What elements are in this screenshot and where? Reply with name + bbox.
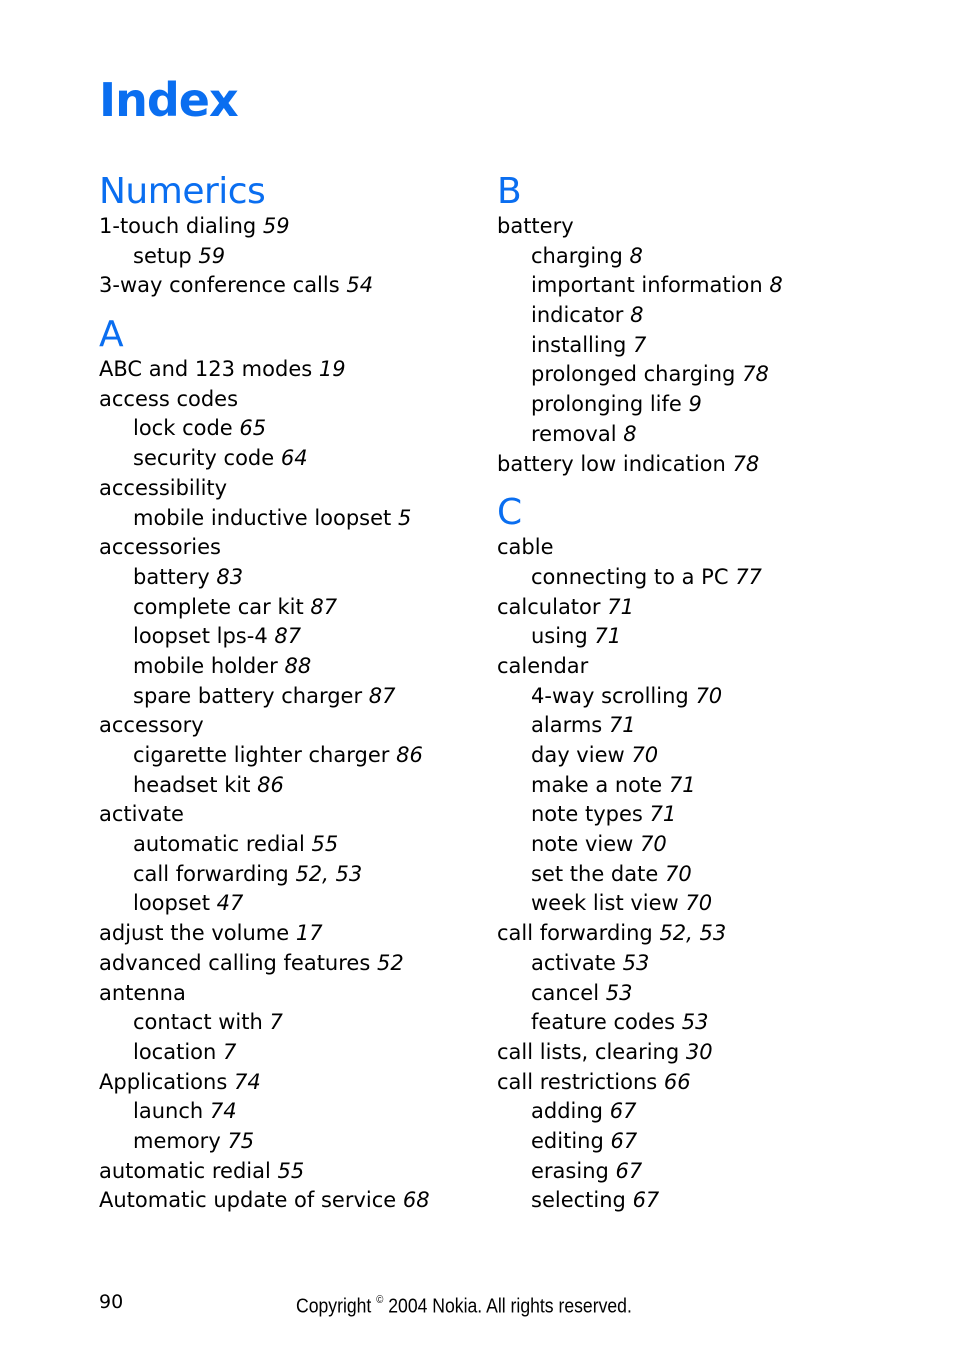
entry-term: ABC and 123 modes (99, 357, 313, 382)
index-subentry (99, 741, 479, 771)
entry-page-ref: 55 (311, 832, 339, 857)
entry-page-ref: 71 (594, 624, 622, 649)
entry-term: cigarette lighter charger (133, 743, 390, 767)
index-entry (497, 919, 927, 949)
entry-term: mobile inductive loopset (133, 505, 392, 530)
entry-page-ref: 71 (608, 713, 636, 738)
page-footer (99, 1288, 859, 1316)
entry-page-ref: 77 (735, 564, 762, 589)
index-entry (497, 1038, 927, 1068)
entry-page-ref: 87 (274, 624, 302, 649)
entry-term: memory (133, 1128, 221, 1153)
entry-term: accessories (99, 535, 221, 560)
index-subentry (497, 830, 927, 860)
index-subentry (497, 301, 927, 331)
index-subentry (497, 1157, 927, 1187)
index-subentry (497, 889, 927, 919)
copyright-symbol: © (376, 1294, 384, 1306)
entry-page-ref: 83 (216, 564, 244, 589)
entry-term: note view (531, 832, 634, 857)
entry-page-ref: 30 (685, 1039, 713, 1064)
index-entry (99, 271, 479, 301)
entry-term: activate (99, 802, 184, 827)
index-subentry (99, 860, 479, 890)
index-subentry (99, 414, 479, 444)
entry-term: installing (531, 332, 627, 357)
entry-page-ref: 8 (769, 273, 783, 298)
entry-page-ref: 75 (227, 1128, 255, 1153)
entry-page-ref: 71 (607, 594, 634, 619)
entry-term: cancel (531, 980, 600, 1005)
copyright-notice (296, 1288, 632, 1321)
index-entry (497, 212, 927, 242)
index-subentry (497, 1097, 927, 1127)
entry-term: location (133, 1039, 217, 1064)
entry-term: activate (531, 950, 616, 975)
entry-page-ref: 17 (295, 921, 323, 946)
index-subentry (497, 622, 927, 652)
index-entry (497, 533, 927, 563)
entry-page-ref: 70 (631, 743, 659, 767)
index-subentry (497, 741, 927, 771)
index-subentry (497, 331, 927, 361)
entry-page-ref: 67 (632, 1188, 660, 1213)
entry-page-ref: 5 (397, 505, 412, 530)
entry-page-ref: 64 (280, 446, 308, 471)
index-subentry (497, 271, 927, 301)
entry-page-ref: 74 (209, 1099, 237, 1124)
entry-term: editing (531, 1128, 604, 1153)
entry-term: feature codes (531, 1010, 676, 1035)
entry-term: antenna (99, 980, 186, 1005)
index-entry (99, 385, 479, 415)
index-subentry (497, 979, 927, 1009)
entry-term: contact with (133, 1010, 263, 1035)
index-subentry (99, 444, 479, 474)
entry-term: lock code (133, 416, 233, 441)
index-entry (99, 979, 479, 1009)
entry-page-ref: 59 (262, 214, 290, 238)
index-entry (497, 593, 927, 623)
entry-page-ref: 67 (610, 1128, 638, 1153)
section-entries (497, 533, 927, 1216)
entry-term: 1-touch dialing (99, 214, 257, 238)
entry-term: 3-way conference calls (99, 273, 340, 298)
entry-term: prolonging life (531, 392, 682, 417)
index-subentry (99, 563, 479, 593)
index-subentry (99, 242, 479, 272)
entry-term: selecting (531, 1188, 626, 1213)
index-subentry (99, 1038, 479, 1068)
copyright-label: Copyright (296, 1295, 372, 1318)
entry-page-ref: 65 (239, 416, 267, 441)
section-entries (497, 212, 927, 479)
index-entry (497, 1068, 927, 1098)
entry-page-ref: 71 (649, 802, 677, 827)
index-subentry (99, 682, 479, 712)
entry-page-ref: 66 (663, 1069, 691, 1094)
index-entry (99, 800, 479, 830)
entry-term: adding (531, 1099, 604, 1124)
index-subentry (99, 1008, 479, 1038)
index-subentry (497, 860, 927, 890)
index-subentry (99, 622, 479, 652)
entry-page-ref: 53 (622, 950, 650, 975)
entry-term: week list view (531, 891, 679, 916)
entry-term: call forwarding (497, 921, 653, 946)
entry-page-ref: 52, 53 (295, 861, 363, 886)
index-entry (99, 711, 479, 741)
index-subentry (497, 242, 927, 272)
entry-term: set the date (531, 861, 659, 886)
entry-page-ref: 70 (640, 832, 667, 857)
entry-term: call lists, clearing (497, 1039, 680, 1064)
entry-term: battery low indication (497, 451, 726, 476)
entry-term: note types (531, 802, 643, 827)
index-entry (99, 474, 479, 504)
entry-page-ref: 74 (233, 1069, 261, 1094)
entry-term: setup (133, 243, 192, 268)
index-subentry (99, 830, 479, 860)
index-subentry (99, 593, 479, 623)
entry-term: erasing (531, 1158, 609, 1183)
entry-page-ref: 88 (284, 653, 312, 678)
index-subentry (497, 771, 927, 801)
index-subentry (99, 504, 479, 534)
entry-page-ref: 68 (402, 1188, 430, 1213)
entry-term: spare battery charger (133, 683, 363, 708)
index-subentry (497, 420, 927, 450)
index-subentry (497, 360, 927, 390)
index-column-left (99, 172, 479, 1230)
index-subentry (497, 1127, 927, 1157)
index-subentry (497, 800, 927, 830)
entry-page-ref: 87 (310, 594, 338, 619)
index-subentry (497, 1008, 927, 1038)
entry-term: automatic redial (133, 832, 305, 857)
index-subentry (99, 652, 479, 682)
entry-page-ref: 67 (609, 1099, 637, 1124)
index-subentry (497, 563, 927, 593)
entry-page-ref: 70 (685, 891, 713, 916)
entry-page-ref: 86 (257, 772, 284, 797)
entry-term: calculator (497, 594, 601, 619)
entry-term: 4-way scrolling (531, 683, 689, 708)
entry-term: using (531, 624, 588, 649)
index-subentry (497, 949, 927, 979)
index-entry (99, 1068, 479, 1098)
copyright-text: 2004 Nokia. All rights reserved. (388, 1295, 632, 1318)
entry-term: loopset (133, 891, 210, 916)
entry-page-ref: 9 (688, 392, 702, 417)
entry-page-ref: 78 (742, 362, 769, 387)
entry-page-ref: 52, 53 (659, 921, 727, 946)
index-entry (99, 949, 479, 979)
entry-term: Automatic update of service (99, 1188, 397, 1213)
entry-page-ref: 8 (630, 303, 644, 328)
entry-term: removal (531, 421, 617, 446)
section-heading: C (497, 492, 522, 534)
index-subentry (99, 771, 479, 801)
entry-term: call forwarding (133, 861, 289, 886)
entry-term: day view (531, 743, 625, 767)
entry-page-ref: 70 (664, 861, 692, 886)
index-entry (99, 919, 479, 949)
entry-page-ref: 53 (605, 980, 633, 1005)
entry-page-ref: 8 (623, 421, 637, 446)
section-heading: Numerics (99, 171, 266, 212)
index-subentry (497, 390, 927, 420)
entry-term: connecting to a PC (531, 564, 729, 589)
entry-term: mobile holder (133, 653, 278, 678)
entry-page-ref: 8 (629, 243, 643, 268)
entry-page-ref: 67 (615, 1158, 643, 1183)
entry-term: security code (133, 446, 275, 471)
entry-term: call restrictions (497, 1069, 658, 1094)
entry-page-ref: 86 (396, 743, 423, 767)
entry-page-ref: 7 (269, 1010, 283, 1035)
entry-term: accessibility (99, 475, 228, 500)
entry-term: calendar (497, 653, 589, 678)
index-entry (99, 1186, 479, 1216)
index-entry (497, 652, 927, 682)
entry-term: important information (531, 273, 763, 298)
entry-page-ref: 59 (198, 243, 226, 268)
entry-term: advanced calling features (99, 950, 371, 975)
entry-term: cable (497, 535, 554, 560)
entry-term: make a note (531, 772, 663, 797)
entry-page-ref: 19 (318, 357, 346, 382)
entry-page-ref: 53 (681, 1010, 709, 1035)
entry-term: prolonged charging (531, 362, 736, 387)
section-entries (99, 212, 479, 301)
index-subentry (99, 1097, 479, 1127)
page-title: Index (99, 73, 238, 127)
section-heading: B (497, 171, 522, 212)
entry-page-ref: 71 (668, 772, 696, 797)
entry-term: indicator (531, 303, 624, 328)
index-subentry (497, 682, 927, 712)
entry-page-ref: 70 (695, 683, 723, 708)
index-subentry (99, 1127, 479, 1157)
entry-term: battery (133, 564, 210, 589)
entry-page-ref: 54 (346, 273, 374, 298)
entry-page-ref: 87 (368, 683, 396, 708)
entry-term: battery (497, 214, 574, 238)
entry-term: charging (531, 243, 623, 268)
entry-page-ref: 55 (277, 1158, 305, 1183)
section-heading: A (99, 314, 124, 356)
index-entry (99, 212, 479, 242)
index-subentry (497, 711, 927, 741)
entry-term: access codes (99, 386, 239, 411)
entry-term: loopset lps-4 (133, 624, 268, 649)
index-entry (99, 533, 479, 563)
index-entry (99, 355, 479, 385)
entry-term: accessory (99, 713, 204, 738)
index-subentry (99, 889, 479, 919)
index-subentry (497, 1186, 927, 1216)
page-number: 90 (99, 1291, 124, 1313)
entry-page-ref: 78 (732, 451, 760, 476)
index-column-right (497, 172, 927, 1230)
entry-page-ref: 47 (216, 891, 244, 916)
entry-term: headset kit (133, 772, 251, 797)
entry-term: automatic redial (99, 1158, 271, 1183)
entry-page-ref: 52 (376, 950, 404, 975)
entry-term: complete car kit (133, 594, 304, 619)
index-entry (497, 450, 927, 480)
entry-page-ref: 7 (223, 1039, 237, 1064)
index-entry (99, 1157, 479, 1187)
entry-term: Applications (99, 1069, 228, 1094)
section-entries (99, 355, 479, 1216)
entry-term: adjust the volume (99, 921, 290, 946)
entry-page-ref: 7 (633, 332, 647, 357)
entry-term: alarms (531, 713, 603, 738)
entry-term: launch (133, 1099, 204, 1124)
